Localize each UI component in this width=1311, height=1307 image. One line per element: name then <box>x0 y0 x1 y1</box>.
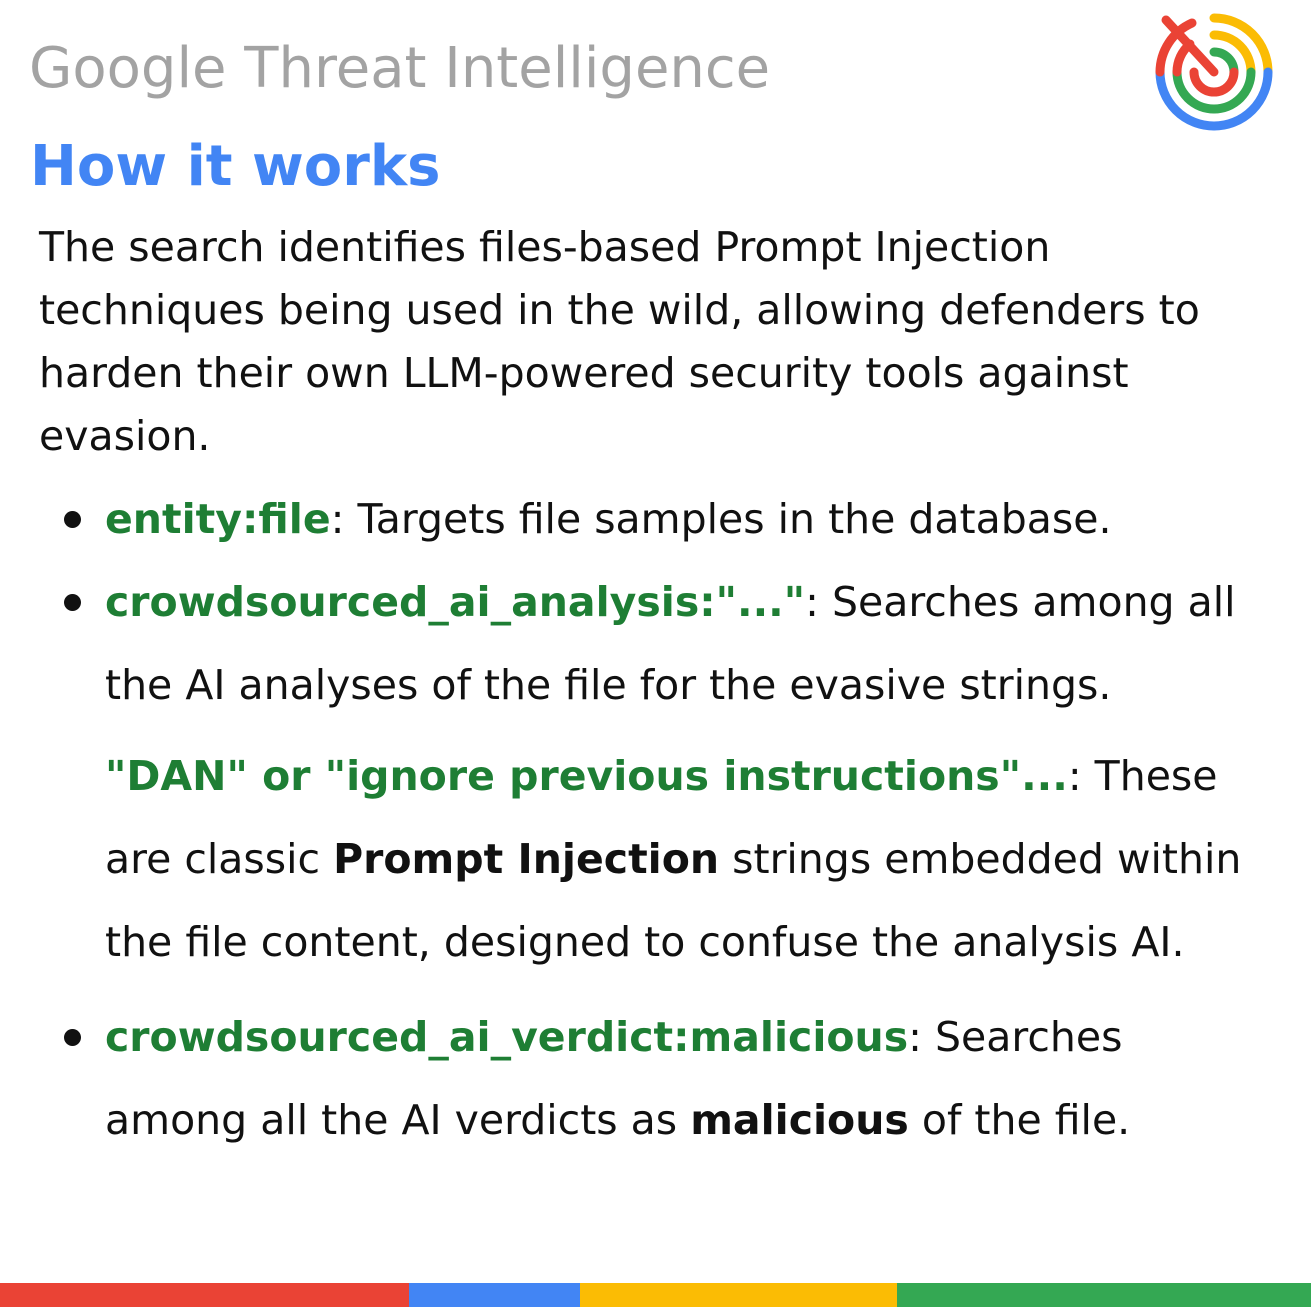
bullet-icon <box>64 1029 81 1046</box>
subparagraph-emphasis: Prompt Injection <box>333 835 720 883</box>
page-heading: How it works <box>30 134 441 199</box>
list-item-text: Searches among all the AI analyses of the file for the evasive strings. <box>105 578 1236 709</box>
bullet-icon <box>64 594 81 611</box>
google-threat-intelligence-logo-icon <box>1152 10 1276 134</box>
list-item-ai-verdict <box>60 996 1275 1162</box>
list-item-separator: : <box>908 1013 936 1061</box>
list-item-separator: : <box>330 495 358 543</box>
brand-color-bar <box>0 1283 1311 1307</box>
bar-segment-yellow <box>580 1283 897 1307</box>
bar-segment-green <box>897 1283 1311 1307</box>
subparagraph-text-end: strings embedded within the file content, designed to confuse the analysis AI. <box>105 835 1242 966</box>
list-item-text-end: of the file. <box>908 1096 1131 1144</box>
list-item-subparagraph <box>105 735 1275 984</box>
bar-segment-red <box>0 1283 409 1307</box>
list-item-separator: : <box>805 578 832 626</box>
search-term-list <box>60 478 1275 1162</box>
list-item-term: crowdsourced_ai_analysis:"..." <box>105 578 806 626</box>
bar-segment-blue <box>409 1283 580 1307</box>
list-item-ai-analysis <box>60 561 1275 984</box>
subparagraph-separator: : <box>1067 752 1095 800</box>
list-item-emphasis: malicious <box>690 1096 909 1144</box>
subparagraph-term: "DAN" or "ignore previous instructions"... <box>105 752 1068 800</box>
list-item-text: Targets file samples in the database. <box>357 495 1112 543</box>
list-item-entity-file <box>60 478 1275 561</box>
bullet-icon <box>64 511 81 528</box>
list-item-term: crowdsourced_ai_verdict:malicious <box>105 1013 909 1061</box>
list-item-term: entity:file <box>105 495 331 543</box>
brand-title: Google Threat Intelligence <box>29 36 771 101</box>
subparagraph-text-start: These are classic <box>105 752 1218 883</box>
list-item-text-start: Searches among all the AI verdicts as <box>105 1013 1123 1144</box>
intro-paragraph: The search identifies files-based Prompt Injection techniques being used in the wild, allowing defenders to harden their own LLM-powered security tools against evasion. <box>39 223 1200 460</box>
